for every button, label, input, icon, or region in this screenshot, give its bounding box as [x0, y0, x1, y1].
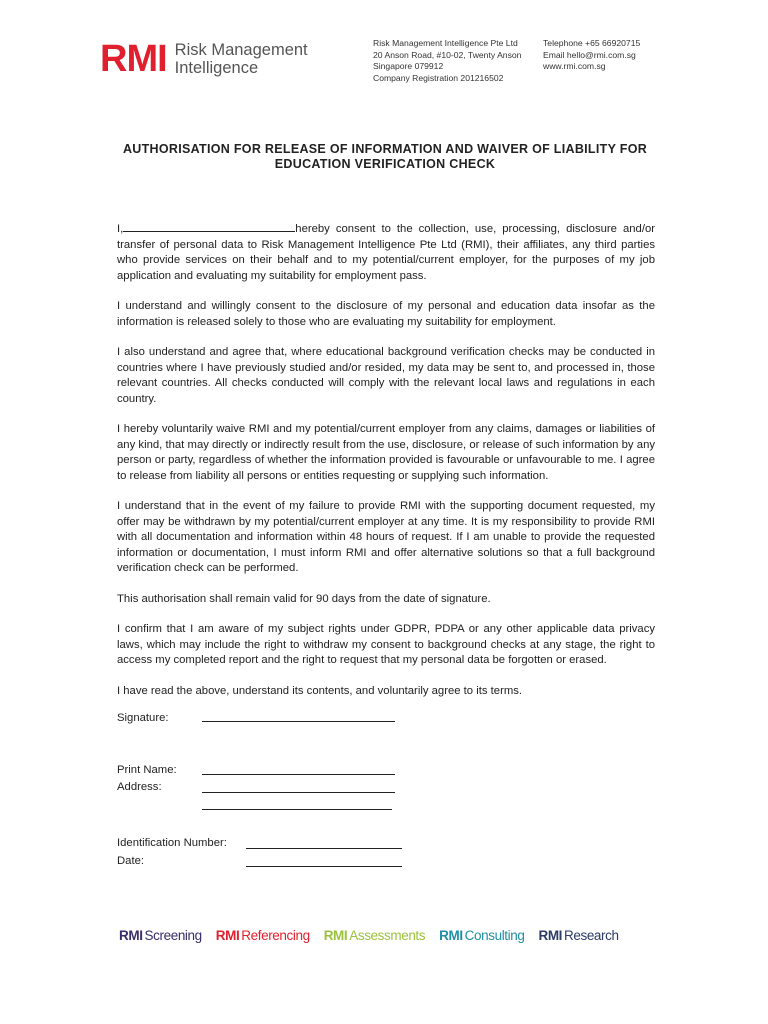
footer-brands — [119, 928, 633, 943]
body-paragraph: I also understand and agree that, where educational background verification checks may be conducted in countries where I have previously studied and/or resided, my data may be sent to, and processed in, those relevant countries. All checks conducted will comply with the relevant local laws and regulations in each country. — [117, 346, 655, 405]
contact-telephone: Telephone +65 66920715 — [543, 38, 641, 48]
company-logo — [100, 40, 308, 78]
signature-line[interactable] — [202, 721, 395, 722]
applicant-name-blank[interactable] — [123, 220, 295, 232]
document-body — [117, 220, 655, 714]
brand-word: Assessments — [349, 928, 426, 943]
brand-mark: RMI — [439, 928, 463, 943]
body-paragraph: I confirm that I am aware of my subject rights under GDPR, PDPA or any other applicable data privacy laws, which may include the right to withdraw my consent to background checks at any stage, the right to access my completed report and the right to request that my personal data be forgotten or erased. — [117, 623, 655, 666]
address-line: Singapore 079912 — [373, 61, 444, 71]
intro-text: hereby consent to the collection, use, processing, disclosure and/or transfer of personal data to Risk Management Intelligence Pte Ltd (RMI), their affiliates, any third parties who provide services on their behalf and to my potential/current employer, for the purposes of my job application and evaluating my suitability for employment pass. — [117, 223, 655, 282]
title-line-2: EDUCATION VERIFICATION CHECK — [274, 157, 496, 171]
signature-label: Signature: — [117, 712, 169, 724]
brand-consulting — [439, 928, 524, 943]
intro-prefix: I, — [117, 223, 124, 235]
body-paragraph: I understand and willingly consent to the disclosure of my personal and education data insofar as the information is released solely to those who are evaluating my suitability for employment. — [117, 300, 655, 328]
body-paragraph: This authorisation shall remain valid for 90 days from the date of signature. — [117, 592, 491, 605]
address-line-1[interactable] — [202, 792, 395, 793]
body-paragraph: I understand that in the event of my failure to provide RMI with the supporting document requested, my offer may be withdrawn by my potential/current employer at any time. It is my responsibility to provide RMI with all documentation and information within 48 hours of request. If I am unable to provide the requested information or documentation, I must inform RMI and offer alternative solutions so that a full background verification check can be performed. — [117, 500, 655, 574]
consent-paragraph — [117, 220, 655, 284]
brand-word: Research — [564, 928, 619, 943]
contact-email: Email hello@rmi.com.sg — [543, 49, 636, 60]
brand-word: Referencing — [241, 928, 310, 943]
brand-mark: RMI — [119, 928, 143, 943]
brand-word: Screening — [144, 928, 202, 943]
logo-line-1: Risk Management — [174, 41, 308, 59]
brand-assessments — [324, 928, 425, 943]
body-paragraph: I hereby voluntarily waive RMI and my potential/current employer from any claims, damages or liabilities of any kind, that may directly or indirectly result from the use, disclosure, or release of such information by any person or party, regardless of whether the information provided is favourable or unfavourable to me. I agree to release from liability all persons or entities requesting or supplying such information. — [117, 423, 655, 482]
date-line[interactable] — [246, 866, 402, 867]
address-line: 20 Anson Road, #10-02, Twenty Anson — [373, 49, 522, 60]
brand-word: Consulting — [464, 928, 525, 943]
brand-research — [538, 928, 618, 943]
brand-mark: RMI — [538, 928, 563, 943]
company-contact — [543, 38, 640, 73]
date-label: Date: — [117, 855, 145, 867]
title-line-1: AUTHORISATION FOR RELEASE OF INFORMATION AND WAIVER OF LIABILITY FOR — [122, 142, 648, 156]
brand-mark: RMI — [215, 928, 240, 943]
print-name-line[interactable] — [202, 774, 395, 775]
id-number-label: Identification Number: — [117, 837, 227, 849]
brand-screening — [119, 928, 202, 943]
address-line-2[interactable] — [202, 809, 392, 810]
brand-mark: RMI — [323, 928, 348, 943]
print-name-label: Print Name: — [117, 764, 177, 776]
body-paragraph: I have read the above, understand its contents, and voluntarily agree to its terms. — [117, 684, 523, 697]
address-line: Risk Management Intelligence Pte Ltd — [373, 38, 518, 48]
document-title — [115, 142, 655, 172]
contact-website: www.rmi.com.sg — [543, 61, 606, 71]
address-label: Address: — [117, 781, 162, 793]
address-line: Company Registration 201216502 — [373, 72, 504, 83]
brand-referencing — [216, 928, 310, 943]
logo-line-2: Intelligence — [174, 59, 259, 77]
company-address — [373, 38, 521, 84]
logo-wordmark — [175, 41, 308, 77]
logo-mark: RMI — [100, 38, 167, 80]
id-number-line[interactable] — [246, 848, 402, 849]
